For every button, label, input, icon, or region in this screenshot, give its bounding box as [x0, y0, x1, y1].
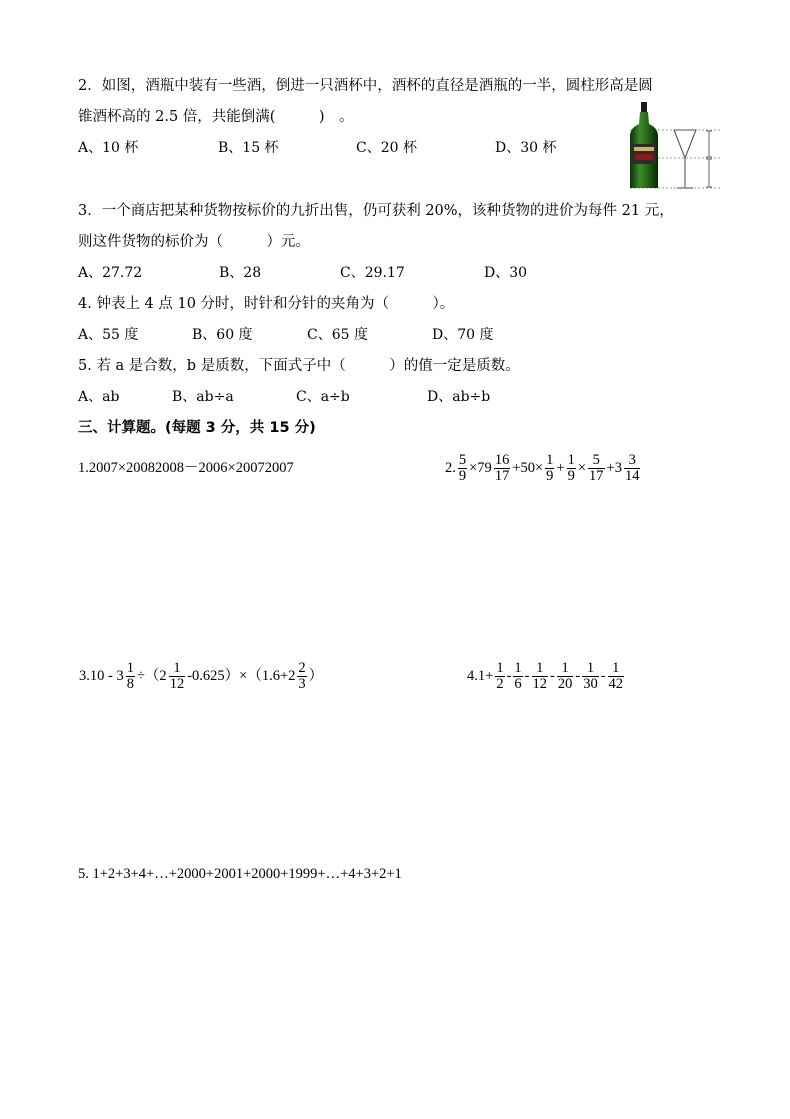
- q3-option-b[interactable]: B、28: [219, 265, 262, 281]
- question-4-line: 4. 钟表上 4 点 10 分时，时针和分针的夹角为（ ）。: [78, 296, 455, 312]
- q4-option-a[interactable]: A、55 度: [78, 327, 139, 343]
- q4-option-c[interactable]: C、65 度: [307, 327, 368, 343]
- fraction: $\frac{2}{3}$: [298, 659, 306, 692]
- calc-problem-1: 1.2007×20082008－2006×20072007: [78, 460, 294, 476]
- q5-option-a[interactable]: A、ab: [78, 389, 120, 405]
- fraction: $\frac{5}{17}$: [589, 451, 604, 484]
- q2-option-a[interactable]: A、10 杯: [78, 140, 139, 156]
- fraction: $\frac{1}{12}$: [169, 659, 185, 692]
- fraction: $\frac{1}{42}$: [608, 659, 624, 692]
- fraction: $\frac{16}{17}$: [494, 451, 510, 484]
- calc-problem-2: [444, 450, 641, 486]
- calc-4-term: -: [550, 668, 555, 684]
- q5-option-c[interactable]: C、a÷b: [296, 389, 350, 405]
- q2-option-c[interactable]: C、20 杯: [356, 140, 417, 156]
- calc-problem-4: [466, 658, 625, 694]
- section-3-heading: 三、计算题。(每题 3 分，共 15 分): [78, 420, 316, 436]
- wine-bottle-icon: [630, 102, 658, 188]
- calc-4-term: -: [506, 668, 512, 684]
- question-5-line: 5. 若 a 是合数，b 是质数，下面式子中（ ）的值一定是质数。: [78, 358, 520, 374]
- fraction: $\frac{1}{9}$: [567, 451, 575, 484]
- q5-option-b[interactable]: B、ab÷a: [172, 389, 234, 405]
- calc-4-term: -: [524, 668, 530, 684]
- fraction: $\frac{1}{30}$: [583, 659, 598, 692]
- wine-bottle-and-glass-figure: [616, 100, 724, 192]
- fraction: $\frac{3}{14}$: [624, 451, 640, 484]
- calc-4-term: -: [575, 668, 581, 684]
- q5-option-d[interactable]: D、ab÷b: [427, 389, 491, 405]
- calc-2-prefix: 2.: [445, 460, 456, 476]
- calc-3-term: ÷（2: [136, 668, 167, 684]
- calc-2-term: +: [556, 460, 565, 476]
- question-2-line-1: 2．如图，酒瓶中装有一些酒，倒进一只酒杯中，酒杯的直径是酒瓶的一半，圆柱形高是圆: [78, 78, 653, 94]
- calc-3-term: ）: [308, 668, 324, 684]
- calc-2-term: ×79: [469, 460, 492, 476]
- calc-2-term: +50×: [512, 460, 544, 476]
- fraction: $\frac{1}{6}$: [514, 659, 522, 692]
- calc-3-prefix: 3.10 - 3: [79, 668, 124, 684]
- fraction: $\frac{1}{20}$: [557, 659, 573, 692]
- calc-2-term: ×: [577, 460, 587, 476]
- q2-option-b[interactable]: B、15 杯: [218, 140, 279, 156]
- q3-option-d[interactable]: D、30: [484, 265, 528, 281]
- q4-option-d[interactable]: D、70 度: [432, 327, 494, 343]
- calc-problem-5: 5. 1+2+3+4+…+2000+2001+2000+1999+…+4+3+2+1: [78, 866, 402, 882]
- question-2-line-2: 锥酒杯高的 2.5 倍，共能倒满( ) 。: [78, 109, 354, 125]
- calc-2-term: +3: [606, 460, 622, 476]
- wine-glass-icon: [674, 130, 696, 188]
- fraction: $\frac{1}{12}$: [532, 659, 547, 692]
- calc-3-term: -0.625）×（1.6+2: [187, 668, 296, 684]
- fraction: $\frac{1}{8}$: [126, 659, 134, 692]
- q4-option-b[interactable]: B、60 度: [192, 327, 253, 343]
- calc-problem-3: [78, 658, 324, 694]
- fraction: $\frac{1}{9}$: [546, 451, 554, 484]
- q3-option-a[interactable]: A、27.72: [78, 265, 143, 281]
- q2-option-d[interactable]: D、30 杯: [495, 140, 557, 156]
- calc-4-term: -: [600, 668, 606, 684]
- q3-option-c[interactable]: C、29.17: [340, 265, 405, 281]
- question-3-line-1: 3．一个商店把某种货物按标价的九折出售，仍可获利 20%，该种货物的进价为每件 21 元，: [78, 203, 674, 219]
- fraction: $\frac{5}{9}$: [458, 451, 467, 484]
- question-3-line-2: 则这件货物的标价为（ ）元。: [78, 234, 310, 250]
- fraction: $\frac{1}{2}$: [496, 659, 504, 692]
- calc-4-prefix: 4.1+: [467, 668, 494, 684]
